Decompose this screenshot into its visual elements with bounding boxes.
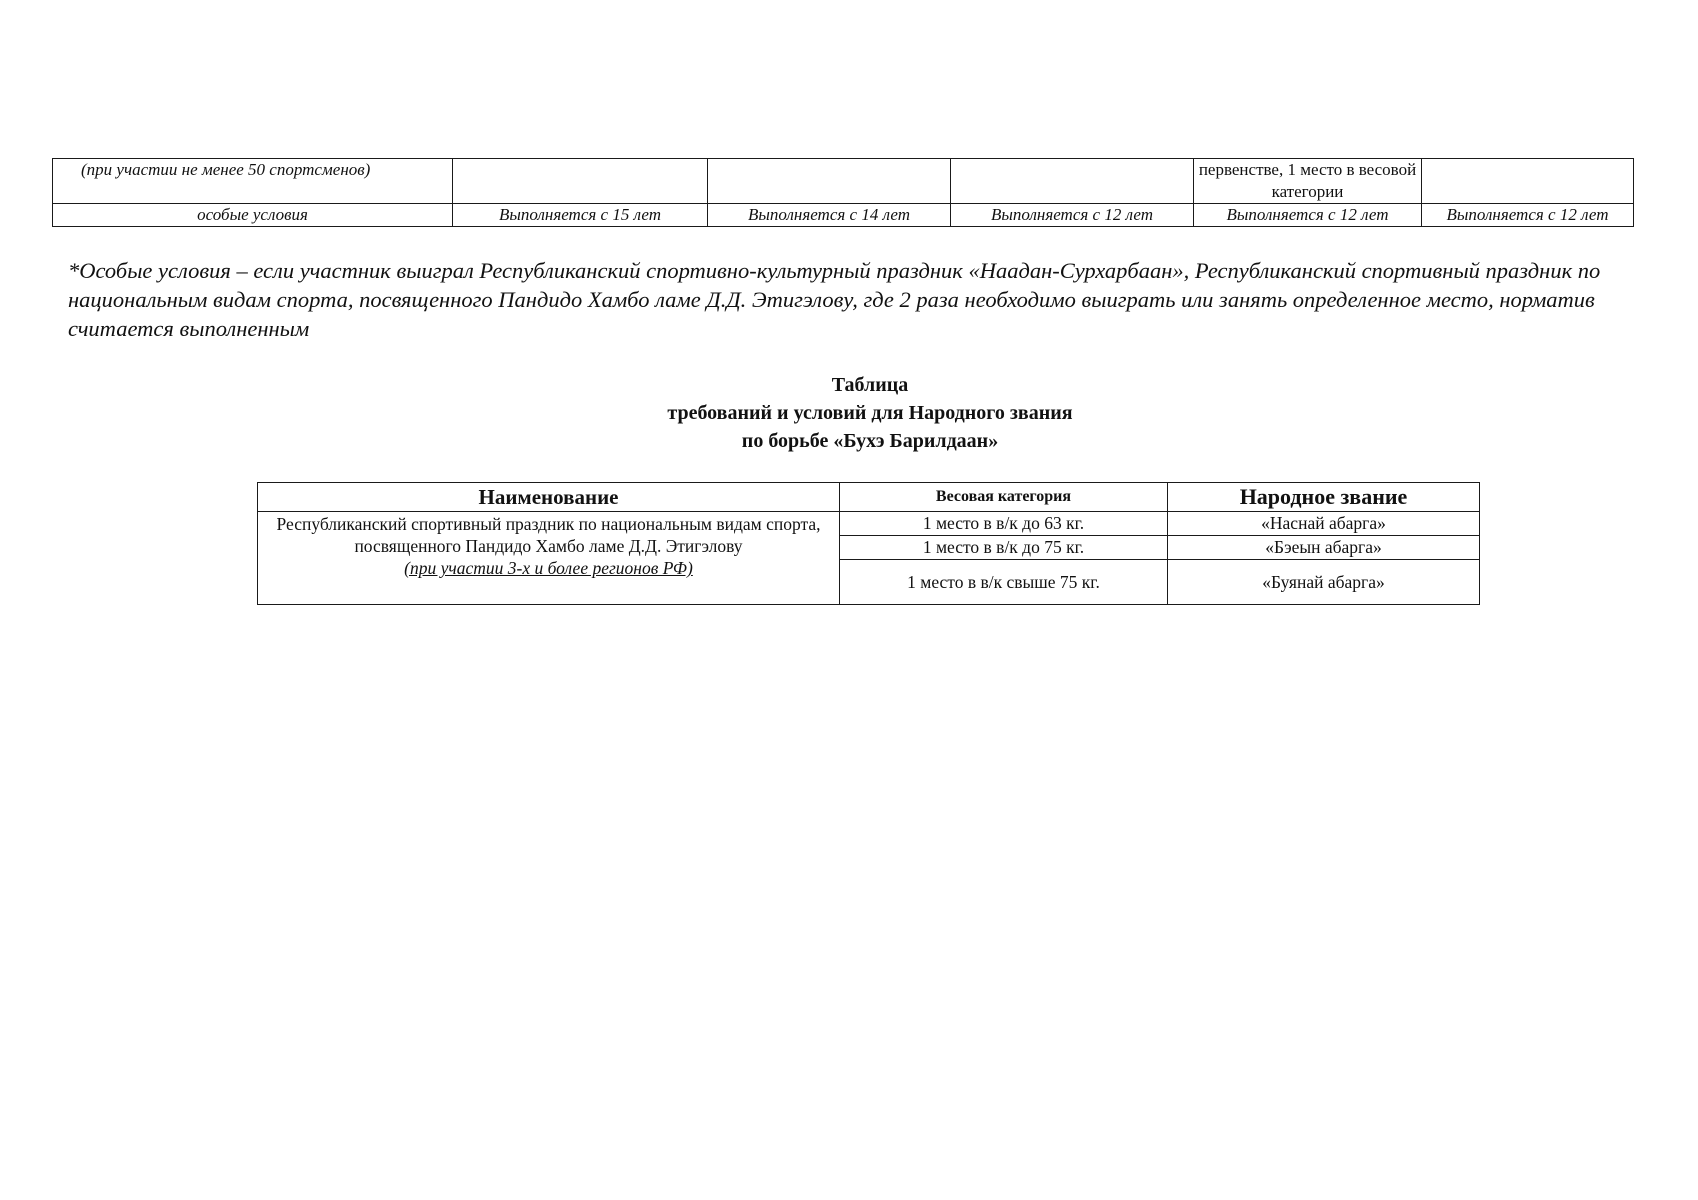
table-row bbox=[258, 512, 1480, 536]
header-name: Наименование bbox=[258, 483, 840, 512]
top-cell-special-conditions: особые условия bbox=[53, 204, 453, 227]
top-cell-participation: (при участии не менее 50 спортсменов) bbox=[53, 159, 453, 204]
top-cell-age: Выполняется с 12 лет bbox=[1422, 204, 1634, 227]
top-table-fragment bbox=[52, 158, 1634, 227]
rank-cell: «Буянай абарга» bbox=[1168, 560, 1480, 605]
top-cell-empty bbox=[453, 159, 708, 204]
requirements-header-row bbox=[258, 483, 1480, 512]
event-name-cell bbox=[258, 512, 840, 605]
title-line-1: Таблица bbox=[831, 374, 909, 396]
top-cell-age: Выполняется с 12 лет bbox=[951, 204, 1194, 227]
requirements-table bbox=[257, 482, 1480, 605]
title-line-3: по борьбе «Бухэ Барилдаан» bbox=[741, 430, 999, 452]
top-cell-empty bbox=[708, 159, 951, 204]
rank-cell: «Наснай абарга» bbox=[1168, 512, 1480, 536]
top-table-row-special bbox=[53, 204, 1634, 227]
top-cell-age: Выполняется с 14 лет bbox=[708, 204, 951, 227]
weight-cell: 1 место в в/к до 75 кг. bbox=[840, 536, 1168, 560]
footnote: *Особые условия – если участник выиграл Республиканский спортивно-культурный праздник «Наадан-Сурхарбаан», Республиканский спортивный праздник по национальным видам спорта, посвященного Пандидо Хамбо ламе Д.Д. Этигэлову, где 2 раза необходимо выиграть или занять определенное место, норматив считается выполненным bbox=[68, 258, 1601, 341]
title-line-2: требований и условий для Народного звания bbox=[667, 402, 1073, 424]
event-note: (при участии 3-х и более регионов РФ) bbox=[404, 558, 693, 578]
top-cell-age: Выполняется с 15 лет bbox=[453, 204, 708, 227]
event-name: Республиканский спортивный праздник по национальным видам спорта, посвященного Пандидо Хамбо ламе Д.Д. Этигэлову bbox=[276, 514, 821, 556]
weight-cell: 1 место в в/к до 63 кг. bbox=[840, 512, 1168, 536]
top-table-row bbox=[53, 159, 1634, 204]
top-cell-age: Выполняется с 12 лет bbox=[1194, 204, 1422, 227]
header-weight-category: Весовая категория bbox=[840, 483, 1168, 512]
top-cell-empty bbox=[1422, 159, 1634, 204]
table-title bbox=[0, 371, 1698, 455]
top-cell-empty bbox=[951, 159, 1194, 204]
rank-cell: «Бэеын абарга» bbox=[1168, 536, 1480, 560]
header-rank: Народное звание bbox=[1168, 483, 1480, 512]
weight-cell: 1 место в в/к свыше 75 кг. bbox=[840, 560, 1168, 605]
top-cell-championship: первенстве, 1 место в весовой категории bbox=[1194, 159, 1422, 204]
